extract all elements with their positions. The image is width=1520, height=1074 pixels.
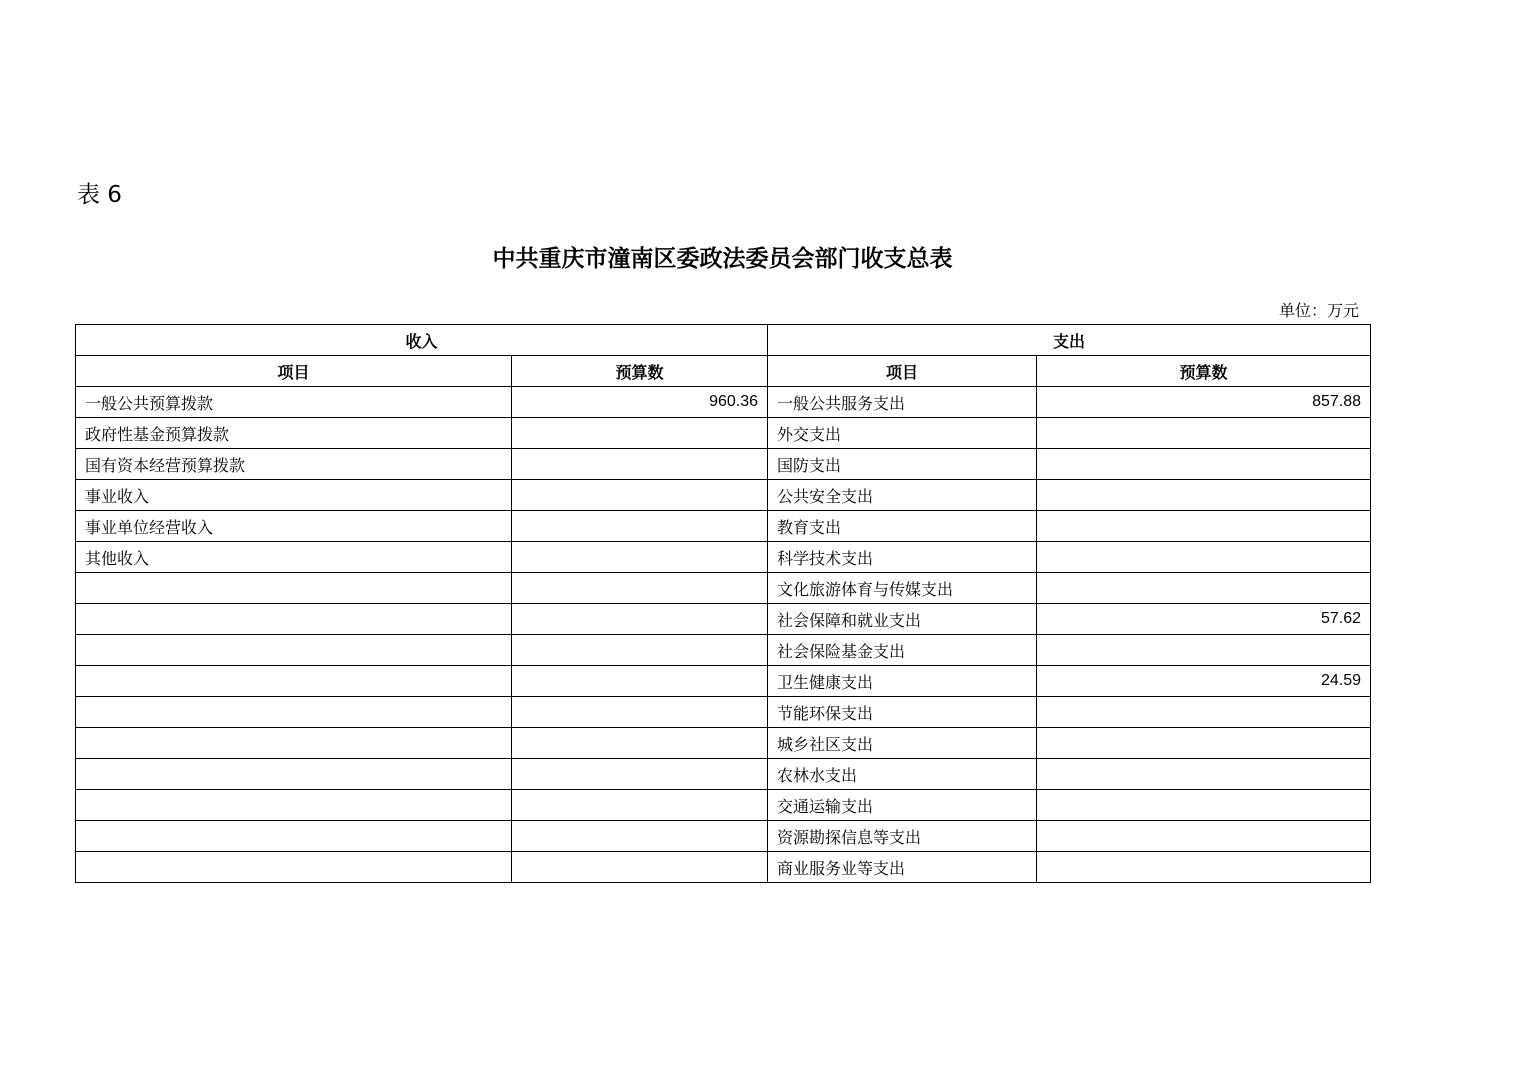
expense-amount-cell [1037, 542, 1371, 573]
income-amount-cell [512, 480, 768, 511]
table-row [76, 759, 1371, 790]
expense-item-cell: 农林水支出 [768, 759, 1037, 790]
page-title: 中共重庆市潼南区委政法委员会部门收支总表 [492, 246, 953, 272]
table-column-header-row [76, 356, 1371, 387]
expense-amount-cell [1037, 728, 1371, 759]
income-item-cell: 国有资本经营预算拨款 [76, 449, 512, 480]
table-row [76, 728, 1371, 759]
table-number-label: 表 6 [77, 182, 122, 208]
income-item-cell [76, 852, 512, 883]
expense-item-cell: 商业服务业等支出 [768, 852, 1037, 883]
table-row [76, 635, 1371, 666]
table-row [76, 418, 1371, 449]
table-row [76, 697, 1371, 728]
income-amount-cell: 960.36 [512, 387, 768, 418]
income-amount-cell [512, 821, 768, 852]
expense-section-header: 支出 [768, 325, 1371, 356]
income-item-cell [76, 635, 512, 666]
expense-item-cell: 科学技术支出 [768, 542, 1037, 573]
income-amount-cell [512, 790, 768, 821]
expense-amount-cell [1037, 573, 1371, 604]
income-amount-cell [512, 728, 768, 759]
income-item-cell: 事业收入 [76, 480, 512, 511]
expense-item-cell: 城乡社区支出 [768, 728, 1037, 759]
table-row [76, 542, 1371, 573]
expense-amount-cell [1037, 418, 1371, 449]
income-item-cell: 事业单位经营收入 [76, 511, 512, 542]
table-row [76, 852, 1371, 883]
income-amount-column-header: 预算数 [512, 356, 768, 387]
expense-item-cell: 教育支出 [768, 511, 1037, 542]
expense-item-column-header: 项目 [768, 356, 1037, 387]
table-section-header-row [76, 325, 1371, 356]
expense-item-cell: 资源勘探信息等支出 [768, 821, 1037, 852]
income-amount-cell [512, 604, 768, 635]
income-item-cell [76, 697, 512, 728]
income-amount-cell [512, 852, 768, 883]
income-item-cell [76, 604, 512, 635]
expense-amount-cell: 57.62 [1037, 604, 1371, 635]
table-row [76, 449, 1371, 480]
table-row [76, 790, 1371, 821]
table-row [76, 480, 1371, 511]
expense-amount-cell: 24.59 [1037, 666, 1371, 697]
expense-amount-cell [1037, 480, 1371, 511]
expense-item-cell: 节能环保支出 [768, 697, 1037, 728]
income-amount-cell [512, 511, 768, 542]
unit-label: 单位：万元 [1278, 301, 1359, 320]
budget-summary-table [75, 324, 1371, 883]
expense-item-cell: 社会保险基金支出 [768, 635, 1037, 666]
expense-amount-cell [1037, 449, 1371, 480]
expense-amount-cell [1037, 821, 1371, 852]
income-item-cell: 政府性基金预算拨款 [76, 418, 512, 449]
expense-item-cell: 社会保障和就业支出 [768, 604, 1037, 635]
income-item-cell [76, 728, 512, 759]
income-amount-cell [512, 759, 768, 790]
income-amount-cell [512, 666, 768, 697]
income-section-header: 收入 [76, 325, 768, 356]
table-row [76, 666, 1371, 697]
expense-item-cell: 交通运输支出 [768, 790, 1037, 821]
income-amount-cell [512, 573, 768, 604]
income-amount-cell [512, 542, 768, 573]
expense-amount-cell [1037, 852, 1371, 883]
income-item-column-header: 项目 [76, 356, 512, 387]
expense-amount-cell [1037, 790, 1371, 821]
income-item-cell [76, 573, 512, 604]
income-amount-cell [512, 697, 768, 728]
income-amount-cell [512, 635, 768, 666]
expense-amount-cell [1037, 511, 1371, 542]
income-item-cell: 其他收入 [76, 542, 512, 573]
expense-item-cell: 一般公共服务支出 [768, 387, 1037, 418]
income-item-cell: 一般公共预算拨款 [76, 387, 512, 418]
expense-amount-cell [1037, 697, 1371, 728]
income-item-cell [76, 666, 512, 697]
expense-item-cell: 外交支出 [768, 418, 1037, 449]
expense-item-cell: 国防支出 [768, 449, 1037, 480]
table-body [76, 387, 1371, 883]
table-row [76, 821, 1371, 852]
table-row [76, 387, 1371, 418]
expense-amount-cell [1037, 635, 1371, 666]
income-item-cell [76, 821, 512, 852]
income-amount-cell [512, 449, 768, 480]
expense-item-cell: 公共安全支出 [768, 480, 1037, 511]
income-item-cell [76, 759, 512, 790]
expense-amount-column-header: 预算数 [1037, 356, 1371, 387]
expense-amount-cell [1037, 759, 1371, 790]
table-row [76, 604, 1371, 635]
table-row [76, 511, 1371, 542]
expense-item-cell: 卫生健康支出 [768, 666, 1037, 697]
income-amount-cell [512, 418, 768, 449]
expense-item-cell: 文化旅游体育与传媒支出 [768, 573, 1037, 604]
table-row [76, 573, 1371, 604]
expense-amount-cell: 857.88 [1037, 387, 1371, 418]
income-item-cell [76, 790, 512, 821]
